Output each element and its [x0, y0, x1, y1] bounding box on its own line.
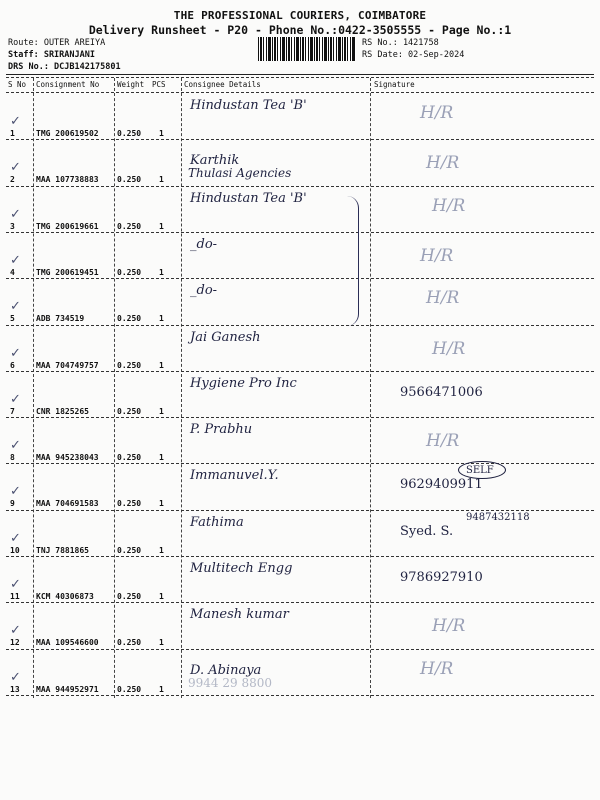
self-stamp-oval [458, 461, 506, 479]
pcs-value: 1 [159, 406, 164, 416]
pcs-value: 1 [159, 360, 164, 370]
consignee-name: Jai Ganesh [190, 329, 261, 345]
runsheet-subtitle: Delivery Runsheet - P20 - Phone No.:0422-3505555 - Page No.:1 [88, 23, 512, 37]
consignee-name: Multitech Engg [190, 561, 293, 576]
weight-value: 0.250 [117, 684, 142, 694]
delivered-tick-icon: ✓ [10, 438, 21, 454]
hr-signature-mark: H/R [420, 658, 454, 679]
consignment-number: MAA 109546600 [36, 638, 99, 648]
consignee-name: Karthik [190, 153, 240, 169]
consignment-number: TMG 200619661 [36, 221, 99, 231]
row-sno: 4 [10, 267, 15, 277]
pcs-value: 1 [159, 175, 164, 185]
weight-value: 0.250 [117, 592, 142, 601]
hr-signature-mark: H/R [432, 616, 466, 637]
row-divider [6, 232, 594, 233]
header-divider [6, 74, 594, 75]
delivered-tick-icon: ✓ [10, 206, 21, 222]
consignment-number: TNJ 7881865 [36, 545, 89, 555]
column-divider [114, 78, 115, 698]
staff-label: Staff: SRIRANJANI [8, 50, 95, 60]
row-divider [6, 278, 594, 279]
row-sno: 13 [10, 684, 20, 694]
hr-signature-mark: H/R [420, 103, 454, 123]
consignee-name-secondary: Thulasi Agencies [188, 166, 292, 181]
consignee-name: _do- [190, 236, 218, 252]
row-sno: 1 [10, 129, 15, 138]
delivered-tick-icon: ✓ [10, 391, 21, 407]
consignee-name: P. Prabhu [190, 422, 253, 438]
recipient-signature: 9629409911 [400, 477, 483, 493]
row-divider [6, 463, 594, 464]
hr-signature-mark: H/R [420, 245, 454, 266]
consignment-number: KCM 40306873 [36, 592, 94, 601]
consignment-number: MAA 704749757 [36, 360, 99, 370]
column-divider [181, 78, 182, 698]
consignment-number: MAA 704691583 [36, 499, 99, 509]
row-divider [6, 139, 594, 140]
consignment-number: MAA 107738883 [36, 175, 99, 185]
ditto-brace [344, 196, 359, 326]
barcode [258, 37, 356, 61]
hr-signature-mark: H/R [426, 288, 460, 309]
weight-value: 0.250 [117, 453, 142, 463]
weight-value: 0.250 [117, 545, 142, 555]
weight-value: 0.250 [117, 314, 142, 324]
consignee-name: Hindustan Tea 'B' [190, 190, 307, 206]
row-sno: 8 [10, 453, 15, 463]
signature-note: SELF [466, 465, 494, 477]
hr-signature-mark: H/R [426, 431, 460, 452]
consignment-number: ADB 734519 [36, 314, 85, 324]
weight-value: 0.250 [117, 175, 142, 185]
delivered-tick-icon: ✓ [10, 669, 21, 685]
delivered-tick-icon: ✓ [10, 484, 21, 500]
delivered-tick-icon: ✓ [10, 299, 21, 315]
col-signature: Signature [374, 80, 415, 89]
pcs-value: 1 [159, 638, 164, 648]
delivered-tick-icon: ✓ [10, 114, 21, 129]
consignee-name-secondary: 9944 29 8800 [188, 675, 272, 690]
delivered-tick-icon: ✓ [10, 577, 21, 592]
consignment-number: TMG 200619502 [36, 129, 99, 138]
pcs-value: 1 [159, 592, 164, 601]
row-divider [6, 649, 594, 650]
row-sno: 2 [10, 175, 15, 185]
route-label: Route: OUTER AREIYA [8, 38, 106, 48]
consignee-name: Manesh kumar [190, 607, 289, 623]
row-divider [6, 417, 594, 418]
company-title: THE PROFESSIONAL COURIERS, COIMBATORE [173, 9, 427, 22]
delivered-tick-icon: ✓ [10, 345, 21, 361]
row-sno: 6 [10, 360, 15, 370]
row-divider [6, 371, 594, 372]
pcs-value: 1 [159, 453, 164, 463]
consignment-number: MAA 944952971 [36, 684, 99, 694]
consignment-number: CNR 1825265 [36, 406, 89, 416]
row-sno: 9 [10, 499, 15, 509]
delivered-tick-icon: ✓ [10, 623, 21, 639]
column-divider [33, 78, 34, 698]
column-divider [370, 78, 371, 698]
hr-signature-mark: H/R [432, 338, 466, 359]
row-divider [6, 325, 594, 326]
consignee-name: Hindustan Tea 'B' [190, 98, 307, 113]
consignee-name: _do- [190, 283, 218, 299]
row-divider [6, 186, 594, 187]
drs-number: DRS No.: DCJB142175801 [8, 62, 121, 72]
row-sno: 5 [10, 314, 15, 324]
col-sno: S No [8, 80, 27, 89]
row-divider [6, 602, 594, 603]
recipient-signature: 9566471006 [400, 384, 483, 400]
weight-value: 0.250 [117, 360, 142, 370]
pcs-value: 1 [159, 267, 164, 277]
signature-note: 9487432118 [466, 511, 530, 523]
consignment-number: MAA 945238043 [36, 453, 99, 463]
recipient-signature: 9786927910 [400, 570, 483, 585]
row-divider [6, 695, 594, 696]
weight-value: 0.250 [117, 221, 142, 231]
col-consignee: Consignee Details [184, 80, 261, 89]
rs-date: RS Date: 02-Sep-2024 [362, 50, 465, 60]
weight-value: 0.250 [117, 267, 142, 277]
weight-value: 0.250 [117, 406, 142, 416]
pcs-value: 1 [159, 545, 164, 555]
row-sno: 11 [10, 592, 20, 601]
pcs-value: 1 [159, 499, 164, 509]
row-divider [6, 556, 594, 557]
row-sno: 3 [10, 221, 15, 231]
recipient-signature: Syed. S. [400, 523, 454, 539]
col-weight: Weight [117, 80, 145, 89]
consignee-name: Fathima [190, 514, 244, 530]
pcs-value: 1 [159, 221, 164, 231]
delivered-tick-icon: ✓ [10, 252, 21, 268]
weight-value: 0.250 [117, 499, 142, 509]
consignee-name: D. Abinaya [190, 662, 262, 678]
row-sno: 12 [10, 638, 20, 648]
pcs-value: 1 [159, 129, 164, 138]
col-pcs: PCS [152, 80, 166, 89]
row-sno: 10 [10, 545, 20, 555]
consignee-name: Immanuvel.Y. [190, 468, 279, 484]
rs-number: RS No.: 1421758 [362, 38, 439, 48]
col-consignment: Consignment No [36, 80, 100, 89]
hr-signature-mark: H/R [426, 153, 460, 174]
header-bottom-rule [6, 92, 594, 93]
delivered-tick-icon: ✓ [10, 530, 21, 546]
row-divider [6, 510, 594, 511]
consignment-number: TMG 200619451 [36, 267, 99, 277]
header-divider-2 [6, 77, 594, 78]
pcs-value: 1 [159, 314, 164, 324]
weight-value: 0.250 [117, 129, 142, 138]
delivered-tick-icon: ✓ [10, 160, 21, 176]
weight-value: 0.250 [117, 638, 142, 648]
hr-signature-mark: H/R [432, 195, 466, 216]
row-sno: 7 [10, 406, 15, 416]
pcs-value: 1 [159, 684, 164, 694]
consignee-name: Hygiene Pro Inc [190, 375, 297, 391]
